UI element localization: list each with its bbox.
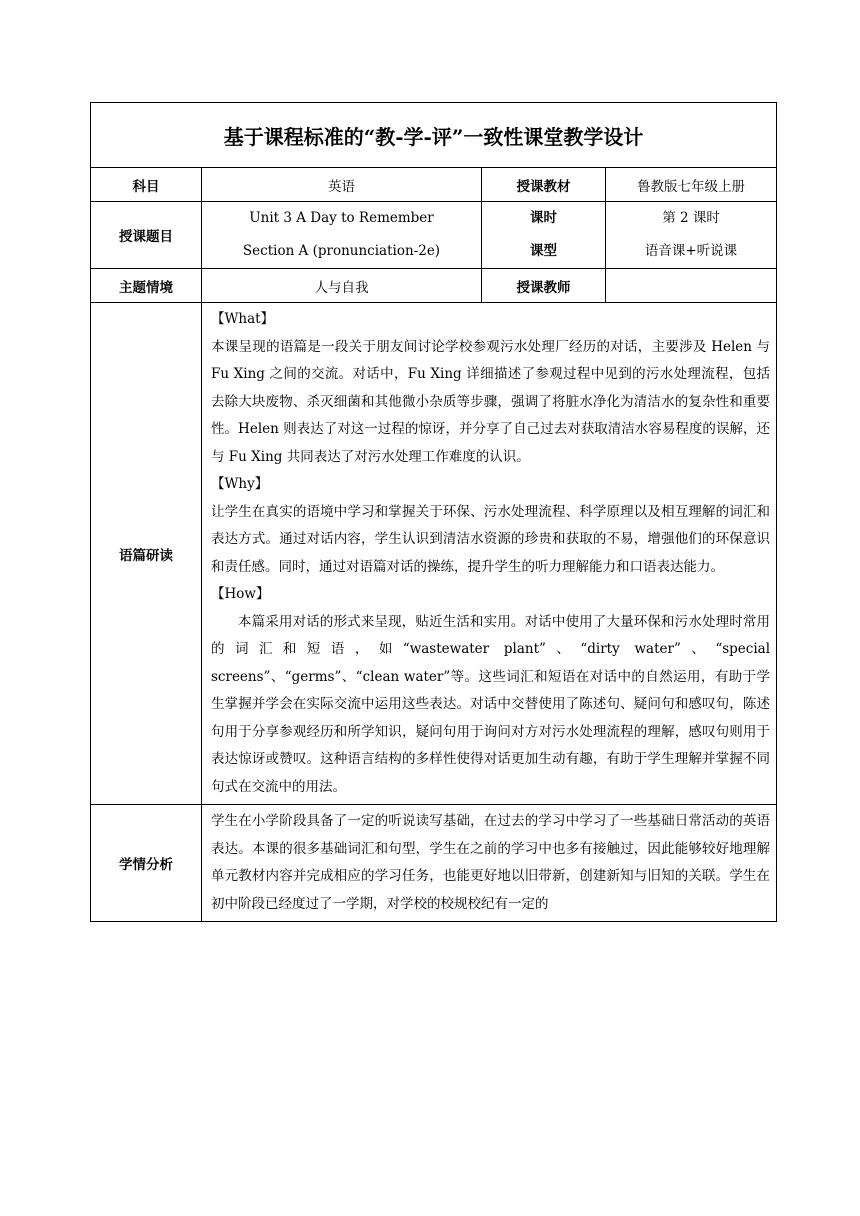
type-value: 语音课+听说课 bbox=[644, 243, 738, 259]
subject-value: 英语 bbox=[202, 168, 482, 202]
document-title: 基于课程标准的“教-学-评”一致性课堂教学设计 bbox=[91, 103, 777, 168]
lesson-design-table bbox=[90, 102, 777, 922]
subject-label: 科目 bbox=[91, 168, 202, 202]
teacher-value bbox=[606, 269, 777, 303]
topic-row bbox=[91, 202, 777, 269]
what-heading: 【What】 bbox=[211, 311, 275, 327]
topic-value bbox=[202, 202, 482, 269]
learner-analysis-label: 学情分析 bbox=[91, 805, 202, 922]
why-heading: 【Why】 bbox=[211, 476, 269, 492]
learner-paragraph: 学生在小学阶段具备了一定的听说读写基础，在过去的学习中学习了一些基础日常活动的英语表达。本课的很多基础词汇和句型，学生在之前的学习中也多有接触过，因此能够较好地理解单元教材内容并完成相应的学习任务，也能更好地以旧带新，创建新知与旧知的关联。学生在初中阶段已经度过了一学期，对学校的校规校纪有一定的 bbox=[211, 813, 771, 912]
learner-analysis-row bbox=[91, 805, 777, 922]
topic-line-2: Section A (pronunciation-2e) bbox=[242, 243, 441, 259]
learner-analysis-content bbox=[202, 805, 777, 922]
text-analysis-label: 语篇研读 bbox=[91, 303, 202, 805]
theme-label: 主题情境 bbox=[91, 269, 202, 303]
text-analysis-content bbox=[202, 303, 777, 805]
period-type-values bbox=[606, 202, 777, 269]
theme-value: 人与自我 bbox=[202, 269, 482, 303]
how-paragraph: 本篇采用对话的形式来呈现，贴近生活和实用。对话中使用了大量环保和污水处理时常用的词汇和短语，如“wastewater plant”、“dirty water”、“special screens”、“germs”、“clean water”等。这些词汇和短语在对话中的自然运用，有助于学生掌握并学会在实际交流中运用这些表达。对话中交替使用了陈述句、疑问句和感叹句，陈述句用于分享参观经历和所学知识，疑问句用于询问对方对污水处理流程的理解，感叹句则用于表达惊讶或赞叹。这种语言结构的多样性使得对话更加生动有趣，有助于学生理解并掌握不同句式在交流中的用法。 bbox=[211, 613, 771, 795]
period-type-labels bbox=[482, 202, 606, 269]
period-label: 课时 bbox=[530, 210, 557, 226]
period-value: 第 2 课时 bbox=[662, 210, 720, 226]
why-paragraph: 让学生在真实的语境中学习和掌握关于环保、污水处理流程、科学原理以及相互理解的词汇和表达方式。通过对话内容，学生认识到清洁水资源的珍贵和获取的不易，增强他们的环保意识和责任感。同时，通过对语篇对话的操练，提升学生的听力理解能力和口语表达能力。 bbox=[211, 503, 771, 575]
theme-row bbox=[91, 269, 777, 303]
text-analysis-row bbox=[91, 303, 777, 805]
type-label: 课型 bbox=[530, 243, 557, 259]
what-paragraph: 本课呈现的语篇是一段关于朋友间讨论学校参观污水处理厂经历的对话，主要涉及 Helen 与 Fu Xing 之间的交流。对话中，Fu Xing 详细描述了参观过程中见到的污水处理流程，包括去除大块废物、杀灭细菌和其他微小杂质等步骤，强调了将脏水净化为清洁水的复杂性和重要性。Helen 则表达了对这一过程的惊讶，并分享了自己过去对获取清洁水容易程度的误解，还与 Fu Xing 共同表达了对污水处理工作难度的认识。 bbox=[211, 338, 771, 465]
how-heading: 【How】 bbox=[211, 586, 270, 602]
subject-row bbox=[91, 168, 777, 202]
textbook-label: 授课教材 bbox=[482, 168, 606, 202]
title-row bbox=[91, 103, 777, 168]
textbook-value: 鲁教版七年级上册 bbox=[606, 168, 777, 202]
topic-label: 授课题目 bbox=[91, 202, 202, 269]
teacher-label: 授课教师 bbox=[482, 269, 606, 303]
topic-line-1: Unit 3 A Day to Remember bbox=[249, 210, 434, 226]
